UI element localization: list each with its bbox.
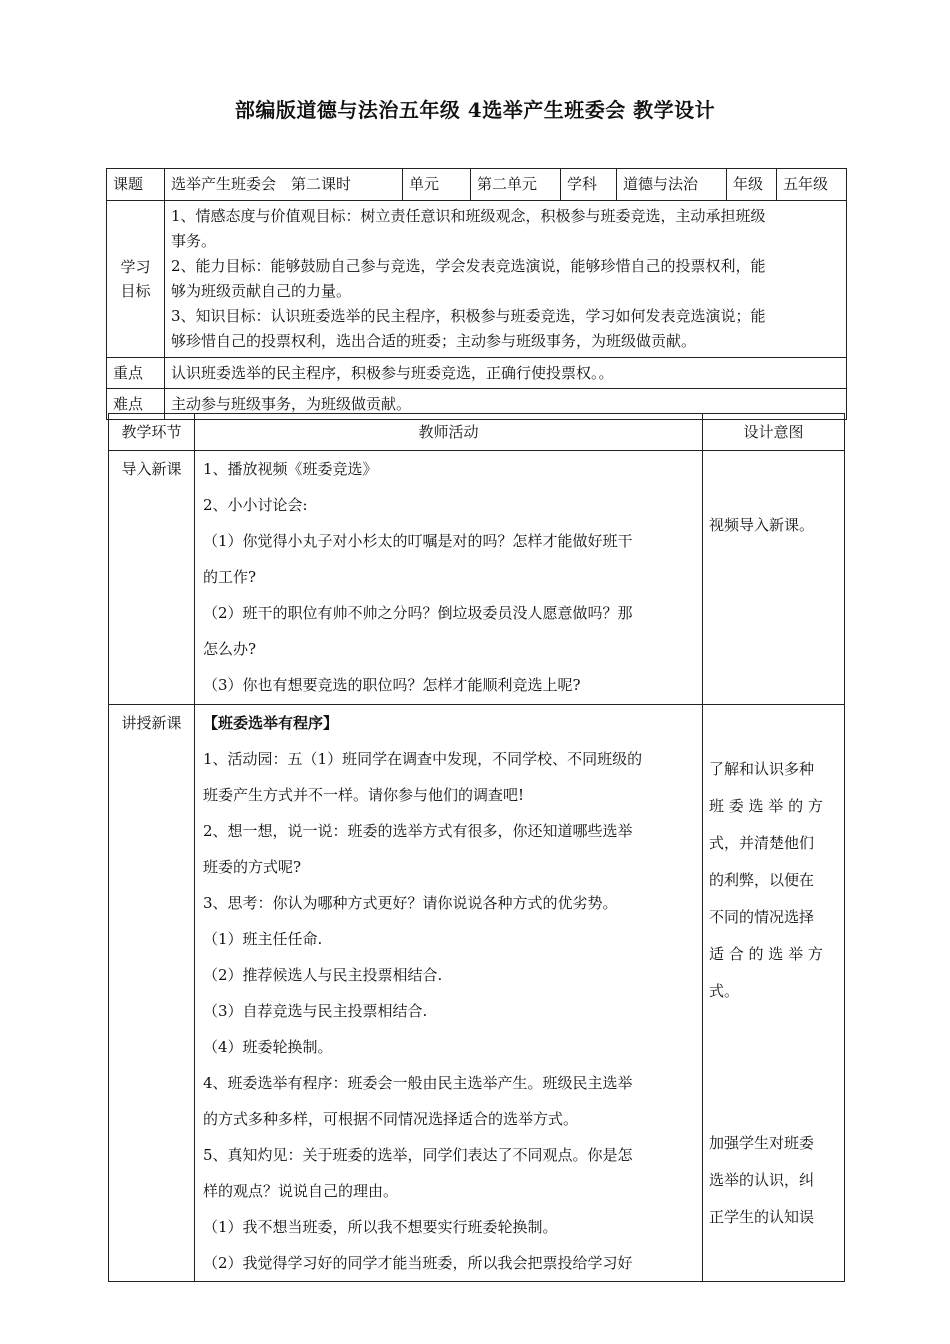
topic-label: 课题 [107, 169, 165, 201]
activity-line: 的工作? [203, 568, 257, 586]
intent-header: 设计意图 [703, 414, 845, 451]
intent-text: 视频导入新课。 [709, 516, 815, 534]
intent-line: 班 委 选 举 的 方 [709, 797, 823, 815]
goal-line: 事务。 [171, 232, 217, 250]
activity-line: （3）你也有想要竞选的职位吗？怎样才能顺利竞选上呢? [203, 676, 581, 694]
activity-line: 3、思考：你认为哪种方式更好？请你说说各种方式的优劣势。 [203, 894, 618, 912]
activity-line: （1）班主任任命. [203, 930, 323, 948]
intent-line: 式，并清楚他们 [709, 834, 815, 852]
goal-line: 1、情感态度与价值观目标：树立责任意识和班级观念，积极参与班委竞选，主动承担班级 [171, 207, 766, 225]
activity-line: 班委产生方式并不一样。请你参与他们的调查吧! [203, 786, 525, 804]
goals-label-line1: 学习 [120, 258, 151, 276]
intro-activities [195, 451, 703, 705]
document-title: 部编版道德与法治五年级 4选举产生班委会 教学设计 [234, 98, 716, 122]
activity-header: 教师活动 [195, 414, 703, 451]
difficulty-label: 难点 [107, 389, 165, 420]
goal-line: 2、能力目标：能够鼓励自己参与竞选，学会发表竞选演说，能够珍惜自己的投票权利，能 [171, 257, 766, 275]
stage-intro: 导入新课 [109, 451, 195, 705]
intent-line: 选举的认识，纠 [709, 1171, 815, 1189]
grade-label: 年级 [727, 169, 777, 201]
subject-value: 道德与法治 [617, 169, 727, 201]
goals-label-line2: 目标 [120, 282, 151, 300]
course-info-table [106, 168, 847, 420]
intent-line: 适 合 的 选 举 方 [709, 945, 823, 963]
activity-line: 样的观点？说说自己的理由。 [203, 1182, 399, 1200]
intent-block-b [709, 1010, 838, 1236]
activity-line: 5、真知灼见：关于班委的选举，同学们表达了不同观点。你是怎 [203, 1146, 633, 1164]
activity-line: （2）我觉得学习好的同学才能当班委，所以我会把票投给学习好 [203, 1254, 633, 1272]
key-point-label: 重点 [107, 358, 165, 389]
stage-new-lesson: 讲授新课 [109, 705, 195, 1282]
activity-line: （2）班干的职位有帅不帅之分吗？倒垃圾委员没人愿意做吗？那 [203, 604, 633, 622]
activity-line: （4）班委轮换制。 [203, 1038, 333, 1056]
intro-intent [703, 451, 845, 705]
intent-line: 了解和认识多种 [709, 760, 815, 778]
goal-line: 3、知识目标：认识班委选举的民主程序，积极参与班委竞选，学习如何发表竞选演说；能 [171, 307, 766, 325]
intent-line: 的利弊，以便在 [709, 871, 815, 889]
unit-label: 单元 [403, 169, 471, 201]
activity-line: 怎么办? [203, 640, 257, 658]
key-point-text: 认识班委选举的民主程序，积极参与班委竞选，正确行使投票权。。 [165, 358, 847, 389]
topic-value: 选举产生班委会 第二课时 [165, 169, 403, 201]
section-heading: 【班委选举有程序】 [203, 714, 339, 732]
subject-label: 学科 [561, 169, 617, 201]
activity-line: 的方式多种多样，可根据不同情况选择适合的选举方式。 [203, 1110, 579, 1128]
activity-line: 2、小小讨论会: [203, 496, 308, 514]
goals-label [107, 201, 165, 358]
activity-line: 2、想一想，说一说：班委的选举方式有很多，你还知道哪些选举 [203, 822, 633, 840]
intent-block-a [709, 705, 838, 1010]
unit-value: 第二单元 [471, 169, 561, 201]
grade-value: 五年级 [777, 169, 847, 201]
new-lesson-intent [703, 705, 845, 1282]
activity-line: （3）自荐竞选与民主投票相结合. [203, 1002, 428, 1020]
activity-line: 1、播放视频《班委竞选》 [203, 460, 378, 478]
intent-line: 式。 [709, 982, 740, 1000]
intent-line: 加强学生对班委 [709, 1134, 815, 1152]
stage-header: 教学环节 [109, 414, 195, 451]
goals-text [165, 201, 847, 358]
activity-line: （2）推荐候选人与民主投票相结合. [203, 966, 443, 984]
goal-line: 够珍惜自己的投票权利，选出合适的班委；主动参与班级事务，为班级做贡献。 [171, 332, 697, 350]
activity-line: 1、活动园：五（1）班同学在调查中发现，不同学校、不同班级的 [203, 750, 643, 768]
intent-line: 正学生的认知误 [709, 1208, 815, 1226]
difficulty-text: 主动参与班级事务，为班级做贡献。 [165, 389, 847, 420]
new-lesson-activities [195, 705, 703, 1282]
activity-line: （1）我不想当班委，所以我不想要实行班委轮换制。 [203, 1218, 558, 1236]
goal-line: 够为班级贡献自己的力量。 [171, 282, 352, 300]
intent-line: 不同的情况选择 [709, 908, 815, 926]
activity-line: 4、班委选举有程序：班委会一般由民主选举产生。班级民主选举 [203, 1074, 633, 1092]
teaching-process-table [108, 413, 845, 1282]
activity-line: 班委的方式呢? [203, 858, 302, 876]
activity-line: （1）你觉得小丸子对小杉太的叮嘱是对的吗？怎样才能做好班干 [203, 532, 633, 550]
